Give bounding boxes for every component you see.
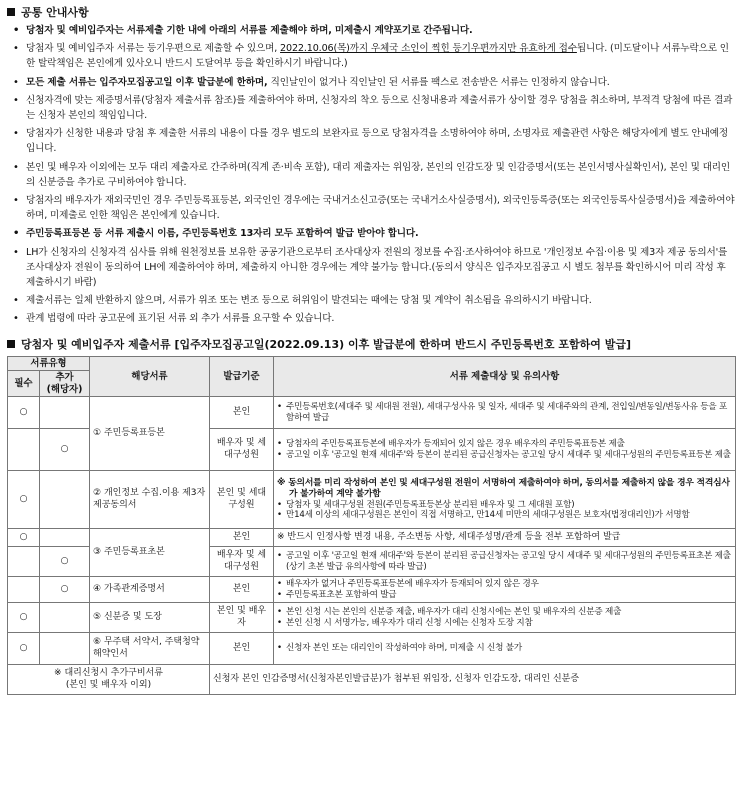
issuer-cell: 배우자 및 세대구성원 — [210, 429, 274, 471]
additional-mark: ○ — [40, 577, 90, 603]
notes-cell: • 배우자가 없거나 주민등록표등본에 배우자가 등재되어 있지 않은 경우 • 주민등록표초본 포함하여 발급 — [274, 577, 736, 603]
additional-mark-empty — [40, 397, 90, 429]
required-mark-empty — [8, 547, 40, 577]
issuer-cell: 본인 — [210, 529, 274, 547]
required-documents-table — [7, 356, 736, 696]
header-issuer: 발급기준 — [210, 356, 274, 397]
notice-item: • 당첨자 및 예비입주자는 서류제출 기한 내에 아래의 서류를 제출해야 하며, 미제출시 계약포기로 간주됩니다. — [13, 23, 735, 38]
common-notices-list — [7, 23, 735, 327]
notice-item: • 당첨자가 신청한 내용과 당첨 후 제출한 서류의 내용이 다를 경우 별도의 보완자료 등으로 당첨자격을 소명하여야 하며, 소명자료 제출관련 사항은 해당자에게 별도 안내예정입니다. — [13, 126, 735, 156]
doc-resident-registration: ① 주민등록표등본 — [90, 397, 210, 471]
required-mark: ○ — [8, 633, 40, 665]
issuer-cell: 배우자 및 세대구성원 — [210, 547, 274, 577]
additional-mark-empty — [40, 471, 90, 529]
notes-cell: ※ 반드시 인정사항 변경 내용, 주소변동 사항, 세대주성명/관계 등을 전부 포함하여 발급 — [274, 529, 736, 547]
notice-item: • 당첨자의 배우자가 재외국민인 경우 주민등록표등본, 외국인인 경우에는 국내거소신고증(또는 국내거소사실증명서), 외국인등록증(또는 외국인등록사실증명서)을 제출하여야 하며, 미제출로 인한 책임은 본인에게 있습니다. — [13, 193, 735, 223]
issuer-cell: 본인 — [210, 397, 274, 429]
notes-cell: ※ 동의서를 미리 작성하여 본인 및 세대구성원 전원이 서명하여 제출하여야 하며, 동의서를 제출하지 않을 경우 적격심사가 불가하여 계약 불가함 • 당첨자 및 세대구성원 전원(주민등록표등본상 분리된 배우자 및 그 세대원 포함) • 만14세 이상의 세대구성원은 본인이 직접 서명하고, 만14세 미만의 세대구성원은 보호자(법정대리인)가 서명함 — [274, 471, 736, 529]
notice-item: • 본인 및 배우자 이외에는 모두 대리 제출자로 간주하며(직계 존·비속 포함), 대리 제출자는 위임장, 본인의 인감도장 및 인감증명서(또는 본인서명사실확인서), 본인 및 대리인의 신분증을 추가로 구비하여야 합니다. — [13, 160, 735, 190]
square-bullet-icon — [7, 340, 15, 348]
doc-privacy-consent: ② 개인정보 수집.이용 제3자 제공동의서 — [90, 471, 210, 529]
notice-item: • 당첨자 및 예비입주자 서류는 등기우편으로 제출할 수 있으며, 2022.10.06(목)까지 우체국 소인이 찍힌 등기우편까지만 유효하게 접수됩니다. (미도달이나 서류누락으로 인한 탈락책임은 본인에게 있사오니 반드시 도달여부 등을 확인하시기 바랍니다.) — [13, 41, 735, 71]
required-mark: ○ — [8, 471, 40, 529]
notes-cell: • 본인 신청 시는 본인의 신분증 제출, 배우자가 대리 신청시에는 본인 및 배우자의 신분증 제출 • 본인 신청 시 서명가능, 배우자가 대리 신청 시에는 신청자 도장 지참 — [274, 603, 736, 633]
notice-item: • 주민등록표등본 등 서류 제출시 이름, 주민등록번호 13자리 모두 포함하여 발급 받아야 합니다. — [13, 226, 735, 241]
additional-mark: ○ — [40, 547, 90, 577]
issuer-cell: 본인 — [210, 577, 274, 603]
notes-cell: • 주민등록번호(세대주 및 세대원 전원), 세대구성사유 및 일자, 세대주 및 세대주와의 관계, 전입일/변동일/변동사유 등을 포함하여 발급 — [274, 397, 736, 429]
proxy-additional-docs-label: ※ 대리신청시 추가구비서류 (본인 및 배우자 이외) — [8, 665, 210, 695]
header-document: 해당서류 — [90, 356, 210, 397]
additional-mark-empty — [40, 603, 90, 633]
issuer-cell: 본인 — [210, 633, 274, 665]
doc-id-and-seal: ⑤ 신분증 및 도장 — [90, 603, 210, 633]
section-common-notices-title: 공통 안내사항 — [7, 5, 735, 20]
proxy-additional-docs-text: 신청자 본인 인감증명서(신청자본인발급분)가 첨부된 위임장, 신청자 인감도장, 대리인 신분증 — [210, 665, 736, 695]
required-mark-empty — [8, 429, 40, 471]
required-mark-empty — [8, 577, 40, 603]
additional-mark: ○ — [40, 429, 90, 471]
notice-item: • 제출서류는 일체 반환하지 않으며, 서류가 위조 또는 변조 등으로 허위임이 발견되는 때에는 당첨 및 계약이 취소됨을 유의하시기 바랍니다. — [13, 293, 735, 308]
notes-cell: • 신청자 본인 또는 대리인이 작성하여야 하며, 미제출 시 신청 불가 — [274, 633, 736, 665]
header-required: 필수 — [8, 371, 40, 397]
notice-item: • 신청자격에 맞는 제증명서류(당첨자 제출서류 참조)를 제출하여야 하며, 신청자의 착오 등으로 신청내용과 제출서류가 상이할 경우 당첨을 취소하며, 부적격 당첨에 따른 결과는 신청자 본인의 책임입니다. — [13, 93, 735, 123]
header-doc-type: 서류유형 — [8, 356, 90, 371]
notice-item: • 관계 법령에 따라 공고문에 표기된 서류 외 추가 서류를 요구할 수 있습니다. — [13, 311, 735, 326]
required-mark: ○ — [8, 397, 40, 429]
section-documents-title: 당첨자 및 예비입주자 제출서류 [입주자모집공고일(2022.09.13) 이후 발급분에 한하며 반드시 주민등록번호 포함하여 발급] — [7, 337, 735, 352]
required-mark: ○ — [8, 529, 40, 547]
doc-family-relation: ④ 가족관계증명서 — [90, 577, 210, 603]
required-mark: ○ — [8, 603, 40, 633]
doc-homeless-pledge: ⑥ 무주택 서약서, 주택청약해약인서 — [90, 633, 210, 665]
notice-item: • LH가 신청자의 신청자격 심사를 위해 원천정보를 보유한 공공기관으로부터 조사대상자 전원의 정보를 수집·조사하여야 하므로 '개인정보 수집·이용 및 제3자 제공 동의서'를 조사대상자 전원이 동의하여 LH에 제출하여야 하며, 제출하지 아니한 경우에는 계약 불가능 합니다.(동의서 양식은 입주자모집공고 시 별도 첨부를 확인하시어 미리 작성 후 제출하시기 바람) — [13, 245, 735, 291]
consent-warning: ※ 동의서를 미리 작성하여 본인 및 세대구성원 전원이 서명하여 제출하여야 하며, 동의서를 제출하지 않을 경우 적격심사가 불가하여 계약 불가함 — [277, 478, 730, 500]
header-additional: 추가 (해당자) — [40, 371, 90, 397]
notes-cell: • 당첨자의 주민등록표등본에 배우자가 등재되어 있지 않은 경우 배우자의 주민등록표등본 제출 • 공고일 이후 '공고일 현재 세대주'와 등본이 분리된 공급신청자는 공고일 당시 세대주 및 세대구성원의 주민등록표등본 제출 — [274, 429, 736, 471]
issuer-cell: 본인 및 세대구성원 — [210, 471, 274, 529]
additional-mark-empty — [40, 633, 90, 665]
square-bullet-icon — [7, 8, 15, 16]
doc-resident-abstract: ③ 주민등록표초본 — [90, 529, 210, 577]
additional-mark-empty — [40, 529, 90, 547]
header-notes: 서류 제출대상 및 유의사항 — [274, 356, 736, 397]
deadline-underlined-text: 2022.10.06(목)까지 우체국 소인이 찍힌 등기우편까지만 유효하게 접수 — [280, 43, 577, 55]
notes-cell: • 공고일 이후 '공고일 현재 세대주'와 등본이 분리된 공급신청자는 공고일 당시 세대주 및 세대구성원의 주민등록표초본 제출(상기 초본 발급 유의사항에 따라 발급) — [274, 547, 736, 577]
notice-item: • 모든 제출 서류는 입주자모집공고일 이후 발급분에 한하며, 직인날인이 없거나 직인날인 된 서류를 팩스로 전송받은 서류는 인정하지 않습니다. — [13, 75, 735, 90]
issuer-cell: 본인 및 배우자 — [210, 603, 274, 633]
